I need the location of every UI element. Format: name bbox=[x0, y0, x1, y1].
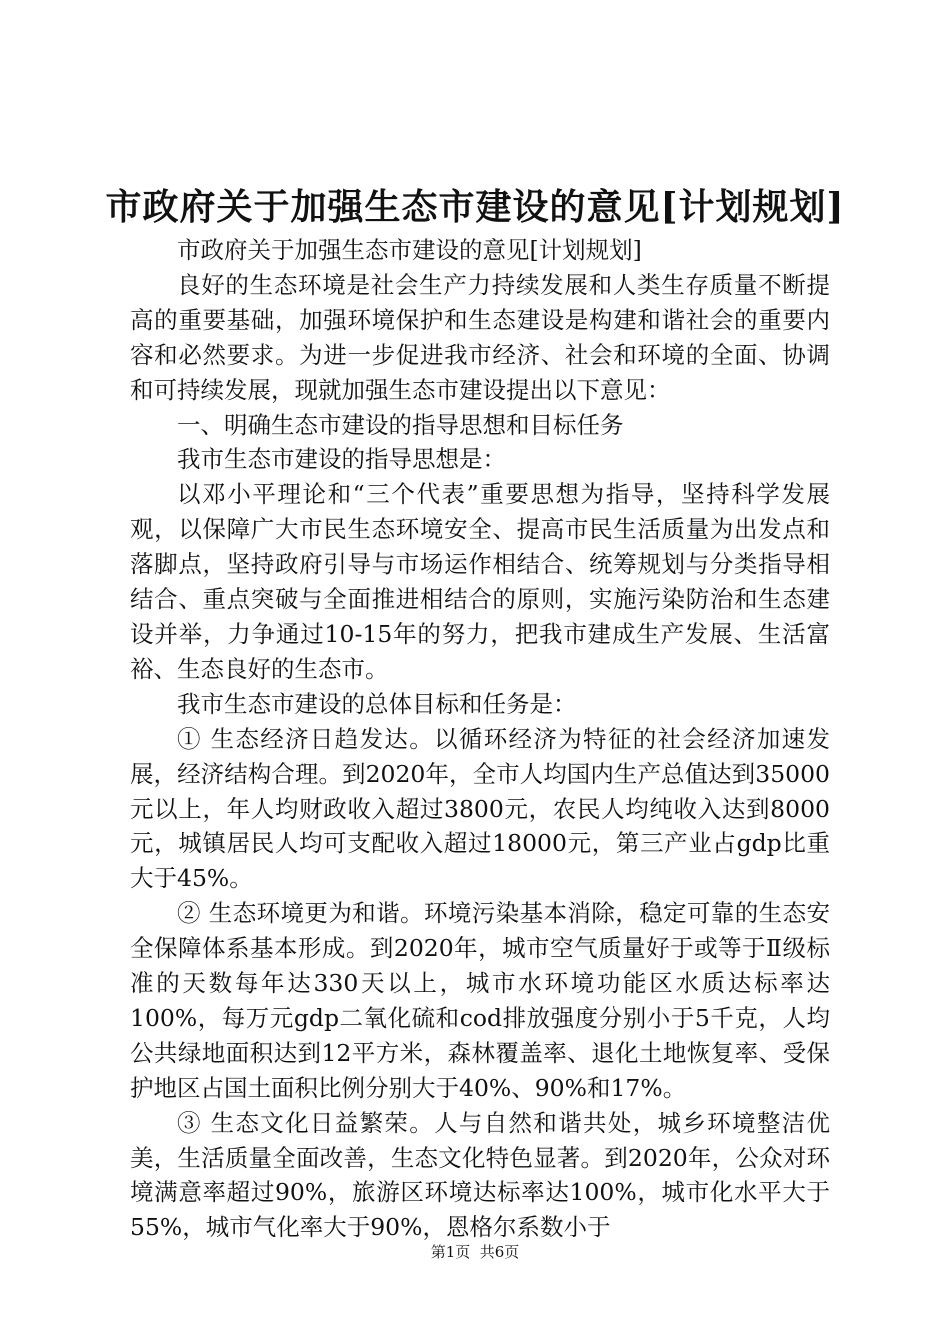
list-item: ① 生态经济日趋发达。以循环经济为特征的社会经济加速发展，经济结构合理。到2020年，全市人均国内生产总值达到35000元以上，年人均财政收入超过3800元，农民人均纯收入达到8000元，城镇居民人均可支配收入超过18000元，第三产业占gdp比重大于45%。 bbox=[130, 724, 830, 893]
list-item: ③ 生态文化日益繁荣。人与自然和谐共处，城乡环境整洁优美，生活质量全面改善，生态文化特色显著。到2020年，公众对环境满意率超过90%，旅游区环境达标率达100%，城市化水平大于55%，城市气化率大于90%，恩格尔系数小于 bbox=[130, 1108, 830, 1242]
paragraph-subtitle: 市政府关于加强生态市建设的意见[计划规划] bbox=[177, 236, 642, 264]
document-body bbox=[130, 233, 830, 1245]
paragraph: 我市生态市建设的指导思想是： bbox=[177, 445, 506, 474]
page-footer: 第1页 共6页 bbox=[430, 1243, 520, 1261]
paragraph: 以邓小平理论和“三个代表”重要思想为指导，坚持科学发展观，以保障广大市民生态环境安全、提高市民生活质量为出发点和落脚点，坚持政府引导与市场运作相结合、统筹规划与分类指导相结合、重点突破与全面推进相结合的原则，实施污染防治和生态建设并举，力争通过10-15年的努力，把我市建成生产发展、生活富裕、生态良好的生态市。 bbox=[130, 480, 830, 683]
document-title: 市政府关于加强生态市建设的意见[计划规划] bbox=[105, 186, 845, 228]
paragraph: 我市生态市建设的总体目标和任务是： bbox=[177, 689, 577, 718]
paragraph: 良好的生态环境是社会生产力持续发展和人类生存质量不断提高的重要基础，加强环境保护和生态建设是构建和谐社会的重要内容和必然要求。为进一步促进我市经济、社会和环境的全面、协调和可持续发展，现就加强生态市建设提出以下意见： bbox=[130, 270, 830, 404]
list-item: ② 生态环境更为和谐。环境污染基本消除，稳定可靠的生态安全保障体系基本形成。到2020年，城市空气质量好于或等于Ⅱ级标准的天数每年达330天以上，城市水环境功能区水质达标率达100%，每万元gdp二氧化硫和cod排放强度分别小于5千克，人均公共绿地面积达到12平方米，森林覆盖率、退化土地恢复率、受保护地区占国土面积比例分别大于40%、90%和17%。 bbox=[130, 899, 830, 1102]
section-heading: 一、明确生态市建设的指导思想和目标任务 bbox=[177, 410, 624, 439]
